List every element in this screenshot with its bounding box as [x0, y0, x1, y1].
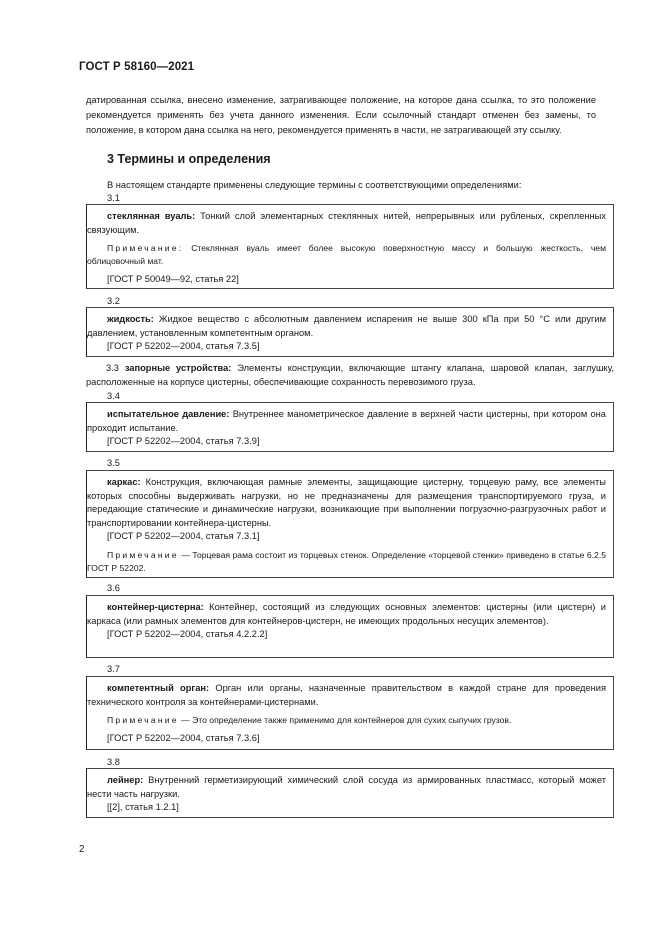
term-note: Примечание: Стеклянная вуаль имеет более высокую поверхностную массу и большую жесткость, чем облицовочный мат.	[87, 243, 606, 266]
term-definition: 3.3 запорные устройства: Элементы конструкции, включающие штангу клапана, шаровой клапан, заглушку, расположенные на корпусе цистерны, обеспечивающие сохранность перевозимого груза.	[86, 363, 614, 387]
term-box-tank-container	[86, 595, 614, 658]
term-number: 3.6	[107, 583, 120, 593]
term-definition: каркас: Конструкция, включающая рамные элементы, защищающие цистерну, торцевую раму, все элементы которых способны выдерживать нагрузки, но не предназначены для размещения транспортируемого груза, и передающие статические и динамические нагрузки, возникающие при выполнении погрузочно-разгрузочных работ и транспортировании контейнера-цистерны.	[87, 477, 606, 528]
term-definition: компетентный орган: Орган или органы, назначенные правительством в каждой стране для проведения технического контроля за контейнерами-цистернами.	[87, 683, 606, 707]
term-name: жидкость:	[107, 314, 154, 324]
term-definition: лейнер: Внутренний герметизирующий химический слой сосуда из армированных пластмасс, который может нести часть нагрузки.	[87, 775, 606, 799]
term-definition: стеклянная вуаль: Тонкий слой элементарных стеклянных нитей, непрерывных или рубленых, скрепленных связующим.	[87, 211, 606, 235]
term-name: компетентный орган:	[107, 683, 210, 693]
term-source: [ГОСТ Р 52202—2004, статья 7.3.1]	[107, 531, 260, 541]
section-title: 3 Термины и определения	[107, 152, 271, 166]
term-number: 3.8	[107, 757, 120, 767]
term-definition: испытательное давление: Внутреннее манометрическое давление в верхней части цистерны, при котором она проходит испытание.	[87, 409, 606, 433]
term-source: [[2], статья 1.2.1]	[107, 802, 179, 812]
term-source: [ГОСТ Р 52202—2004, статья 7.3.9]	[107, 436, 260, 446]
page-number: 2	[79, 844, 85, 855]
term-plain-shutoff-devices	[86, 362, 614, 389]
term-box-frame	[86, 470, 614, 578]
term-definition: контейнер-цистерна: Контейнер, состоящий из следующих основных элементов: цистерны (или цистерн) и каркаса (или рамных элементов для контейнеров-цистерн, не имеющих продольных несущих элементов).	[87, 602, 606, 626]
term-name: стеклянная вуаль:	[107, 211, 196, 221]
intro-paragraph: датированная ссылка, внесено изменение, затрагивающее положение, на которое дана ссылка, то это положение рекомендуется применять без учета данного изменения. Если ссылочный стандарт отменен без замены, то положение, в котором дана ссылка на него, рекомендуется применять в части, не затрагивающей эту ссылку.	[86, 95, 596, 135]
term-source: [ГОСТ Р 52202—2004, статья 7.3.5]	[107, 341, 260, 351]
term-note: Примечание — Это определение также применимо для контейнеров для сухих сыпучих грузов.	[107, 715, 512, 725]
term-note: Примечание — Торцевая рама состоит из торцевых стенок. Определение «торцевой стенки» приведено в статье 6.2.5 ГОСТ Р 52202.	[87, 549, 606, 573]
term-name: запорные устройства:	[124, 363, 232, 373]
term-name: лейнер:	[107, 775, 144, 785]
term-name: испытательное давление:	[107, 409, 230, 419]
term-box-glass-veil	[86, 204, 614, 289]
term-number: 3.7	[107, 664, 120, 674]
section-lead: В настоящем стандарте применены следующие термины с соответствующими определениями:	[107, 180, 522, 190]
term-number: 3.2	[107, 296, 120, 306]
term-source: [ГОСТ Р 52202—2004, статья 7.3.6]	[107, 733, 260, 743]
term-box-test-pressure	[86, 402, 614, 452]
term-number: 3.1	[107, 193, 120, 203]
term-number: 3.5	[107, 458, 120, 468]
term-number: 3.4	[107, 391, 120, 401]
term-box-liquid	[86, 307, 614, 357]
term-name: каркас:	[107, 477, 141, 487]
term-box-competent-authority	[86, 676, 614, 750]
term-source: [ГОСТ Р 50049—92, статья 22]	[107, 274, 239, 284]
term-source: [ГОСТ Р 52202—2004, статья 4.2.2.2]	[107, 629, 268, 639]
document-header: ГОСТ Р 58160—2021	[79, 61, 195, 73]
term-box-liner	[86, 768, 614, 818]
term-definition: жидкость: Жидкое вещество с абсолютным давлением испарения не выше 300 кПа при 50 °С или другим давлением, установленным компетентным органом.	[87, 314, 606, 338]
term-name: контейнер-цистерна:	[107, 602, 204, 612]
